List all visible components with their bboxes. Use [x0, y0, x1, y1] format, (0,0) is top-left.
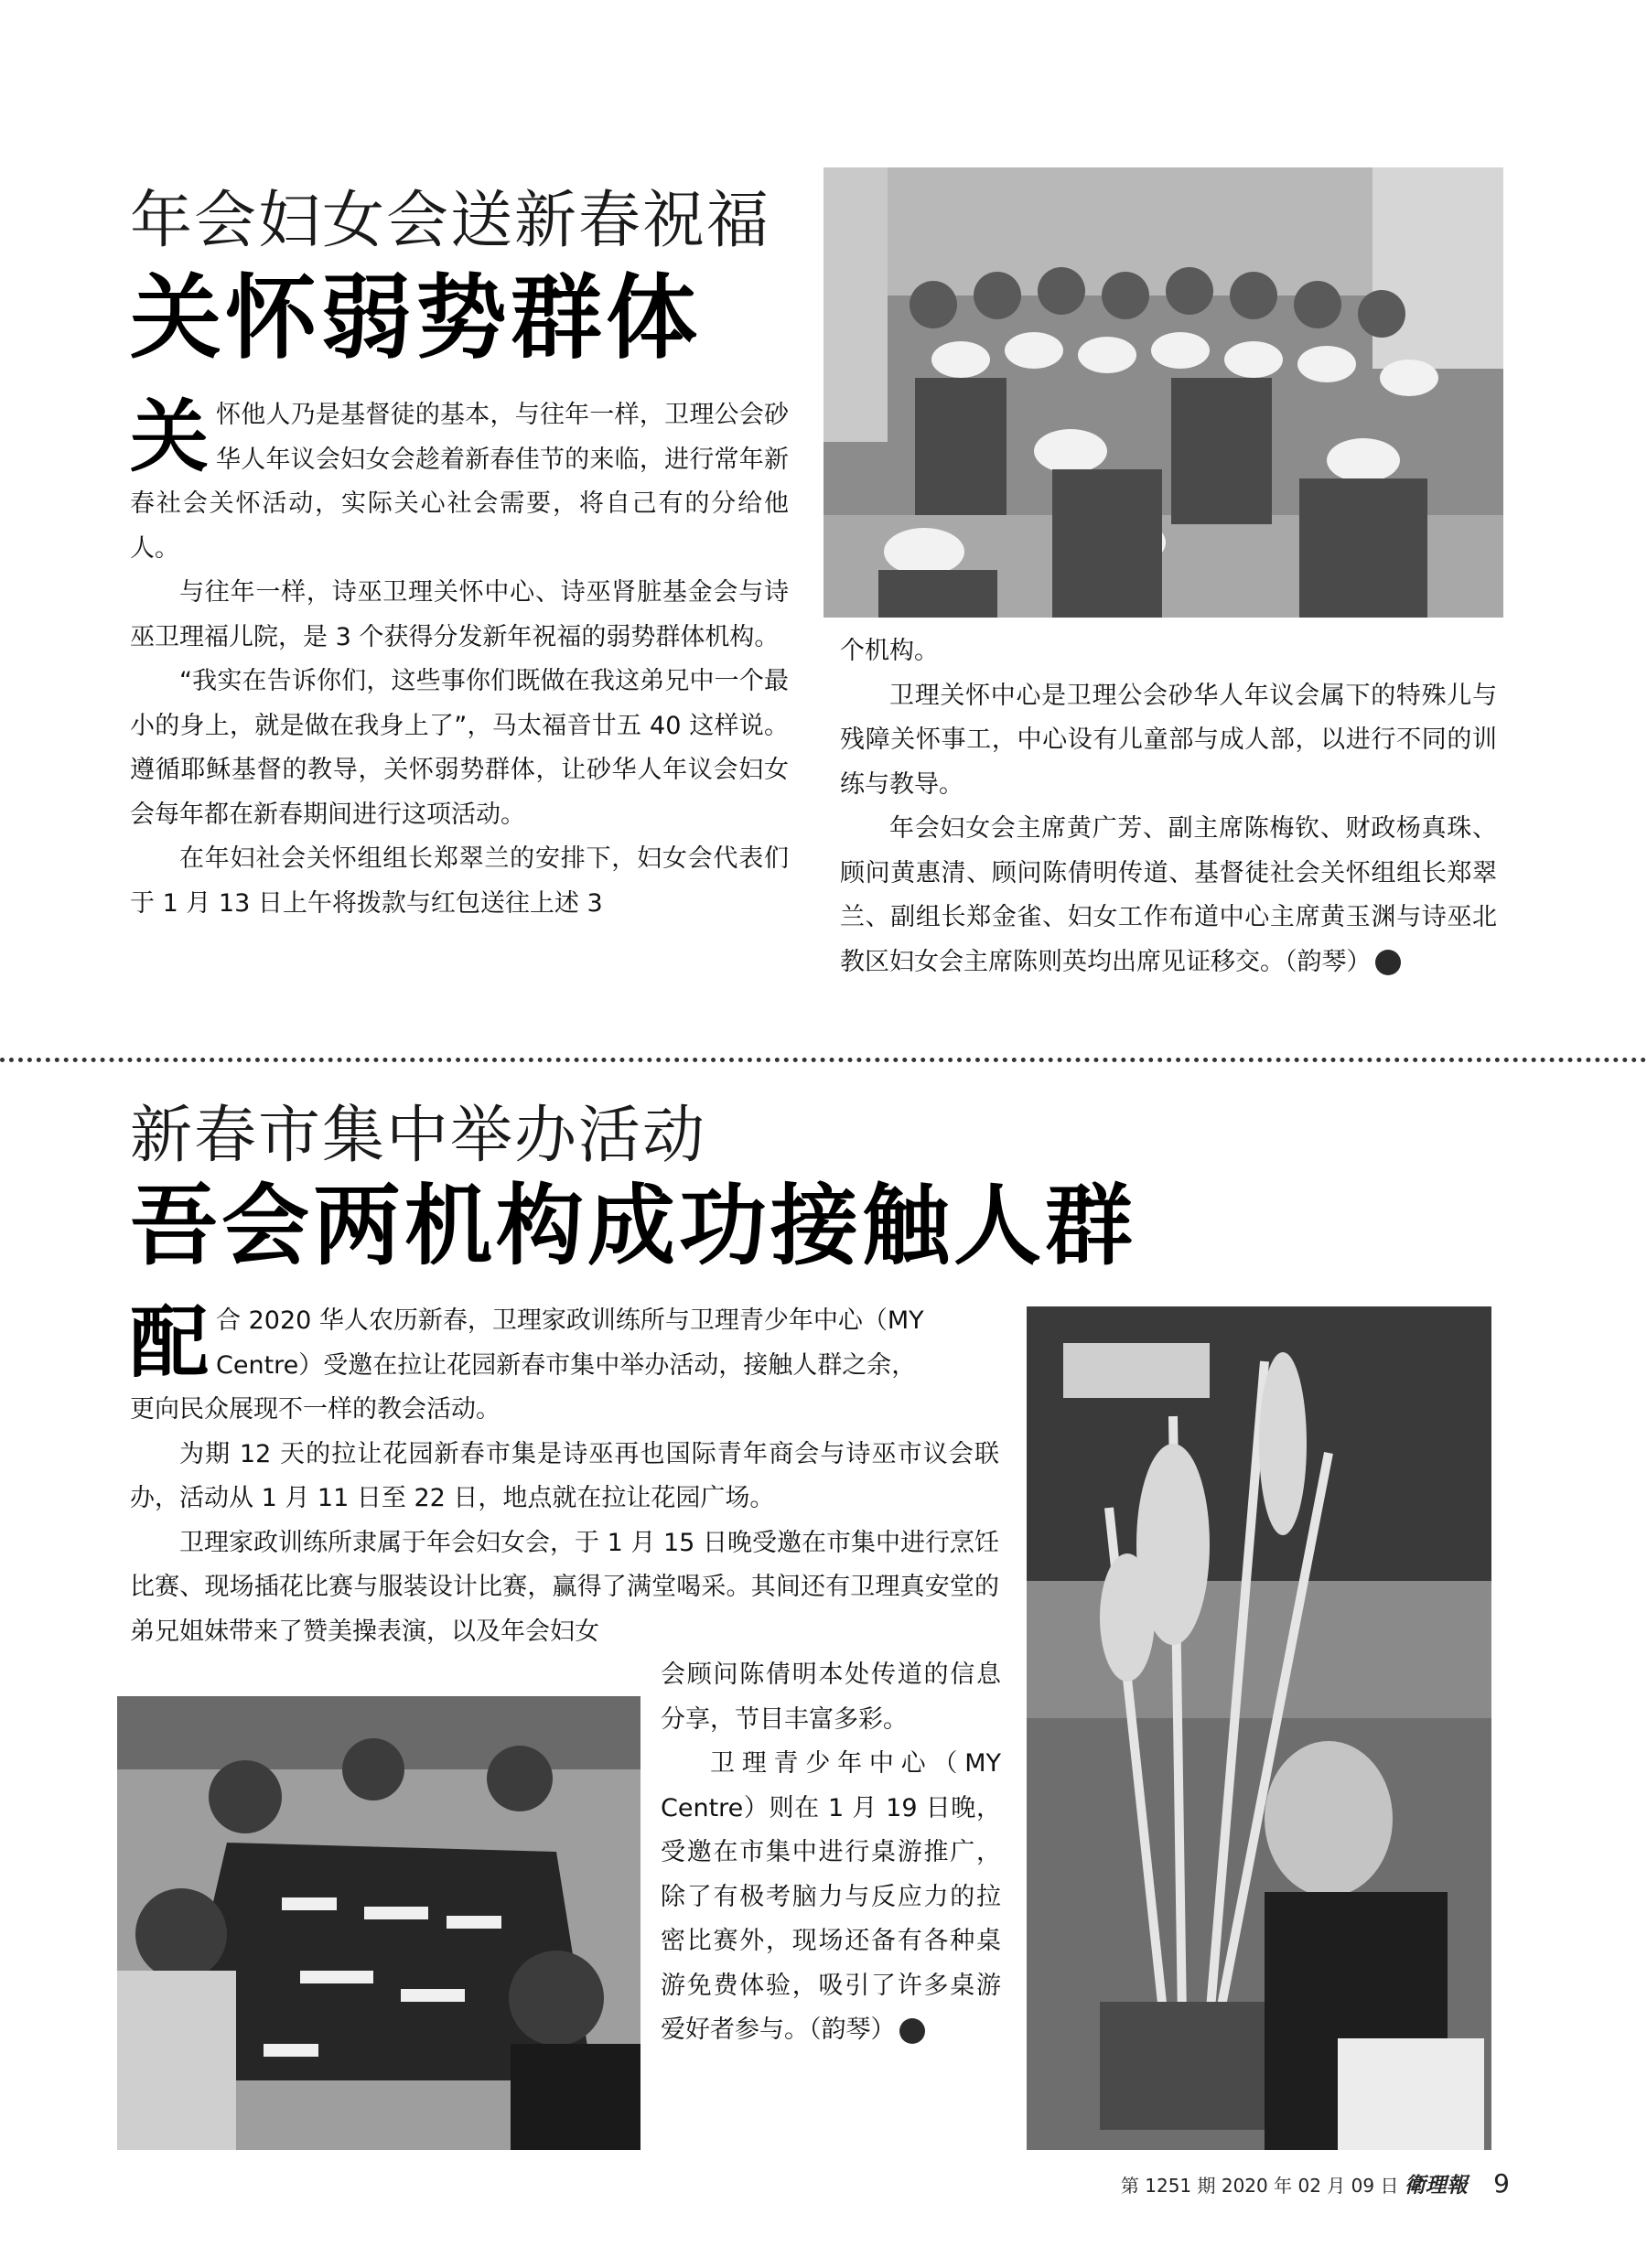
end-mark-icon: ● [1375, 950, 1401, 975]
byline: （韵琴） [1285, 947, 1372, 976]
end-mark-icon: ● [899, 2018, 925, 2044]
publication-name: 衛理報 [1404, 2173, 1468, 2198]
article2-body-bottom [661, 1653, 1001, 2053]
page-number: 9 [1493, 2168, 1510, 2198]
article1-body-left [130, 393, 789, 926]
paragraph: 与往年一样，诗巫卫理关怀中心、诗巫肾脏基金会与诗巫卫理福儿院，是 3 个获得分发新年祝福的弱势群体机构。 [130, 578, 789, 651]
section-divider [0, 1058, 1647, 1062]
paragraph: 卫理关怀中心是卫理公会砂华人年议会属下的特殊儿与残障关怀事工，中心设有儿童部与成人部，以进行不同的训练与教导。 [840, 681, 1497, 799]
paragraph-line: 合 2020 华人农历新春，卫理家政训练所与卫理青少年中心（MY [216, 1306, 924, 1335]
paragraph: 个机构。 [840, 637, 939, 665]
paragraph [840, 807, 1497, 984]
paragraph-text: 年会妇女会主席黄广芳、副主席陈梅钦、财政杨真珠、顾问黄惠清、顾问陈倩明传道、基督徒社会关怀组组长郑翠兰、副组长郑金雀、妇女工作布道中心主席黄玉渊与诗巫北教区妇女会主席陈则英均出席见证移交。 [840, 814, 1497, 976]
paragraph-line: Centre）受邀在拉让花园新春市集中举办活动，接触人群之余， [216, 1350, 917, 1380]
paragraph [661, 1742, 1001, 2053]
paragraph: 怀他人乃是基督徒的基本，与往年一样，卫理公会砂华人年议会妇女会趁着新春佳节的来临，进行常年新春社会关怀活动，实际关心社会需要，将自己有的分给他人。 [130, 401, 789, 563]
paragraph-text: 卫理青少年中心（MY Centre）则在 1 月 19 日晚，受邀在市集中进行桌游推广，除了有极考脑力与反应力的拉密比赛外，现场还备有各种桌游免费体验，吸引了许多桌游爱好者参与。 [661, 1749, 1001, 2044]
issue-date: 第 1251 期 2020 年 02 月 09 日 [1120, 2175, 1399, 2197]
dropcap: 关 [130, 392, 209, 483]
paragraph: 卫理家政训练所隶属于年会妇女会，于 1 月 15 日晚受邀在市集中进行烹饪比赛、现场插花比赛与服装设计比赛，赢得了满堂喝采。其间还有卫理真安堂的弟兄姐妹带来了赞美操表演，以及年会妇女 [130, 1528, 999, 1646]
paragraph-line: 更向民众展现不一样的教会活动。 [130, 1395, 501, 1424]
article2-title: 吾会两机构成功接触人群 [130, 1175, 1136, 1277]
paragraph: 为期 12 天的拉让花园新春市集是诗巫再也国际青年商会与诗巫市议会联办，活动从 1 月 11 日至 22 日，地点就在拉让花园广场。 [130, 1439, 999, 1512]
dropcap: 配 [130, 1297, 209, 1389]
article1-title: 关怀弱势群体 [130, 264, 701, 371]
article1-photo [824, 167, 1503, 618]
article2-subtitle: 新春市集中举办活动 [130, 1100, 707, 1172]
article2-photo-board-game [117, 1696, 640, 2150]
page-footer [1121, 2168, 1510, 2198]
byline: （韵琴） [809, 2015, 896, 2044]
article1-subtitle: 年会妇女会送新春祝福 [130, 185, 771, 257]
article1-body-right [840, 629, 1497, 984]
article2-photo-flower-arrangement [1027, 1306, 1491, 2150]
paragraph: 会顾问陈倩明本处传道的信息分享，节目丰富多彩。 [661, 1661, 1001, 1734]
paragraph: “我实在告诉你们，这些事你们既做在我这弟兄中一个最小的身上，就是做在我身上了”，马太福音廿五 40 这样说。遵循耶稣基督的教导，关怀弱势群体，让砂华人年议会妇女会每年都在新春期间进行这项活动。 [130, 667, 789, 829]
article2-body-top [130, 1299, 999, 1654]
paragraph: 在年妇社会关怀组组长郑翠兰的安排下，妇女会代表们于 1 月 13 日上午将拨款与红包送往上述 3 [130, 844, 789, 918]
